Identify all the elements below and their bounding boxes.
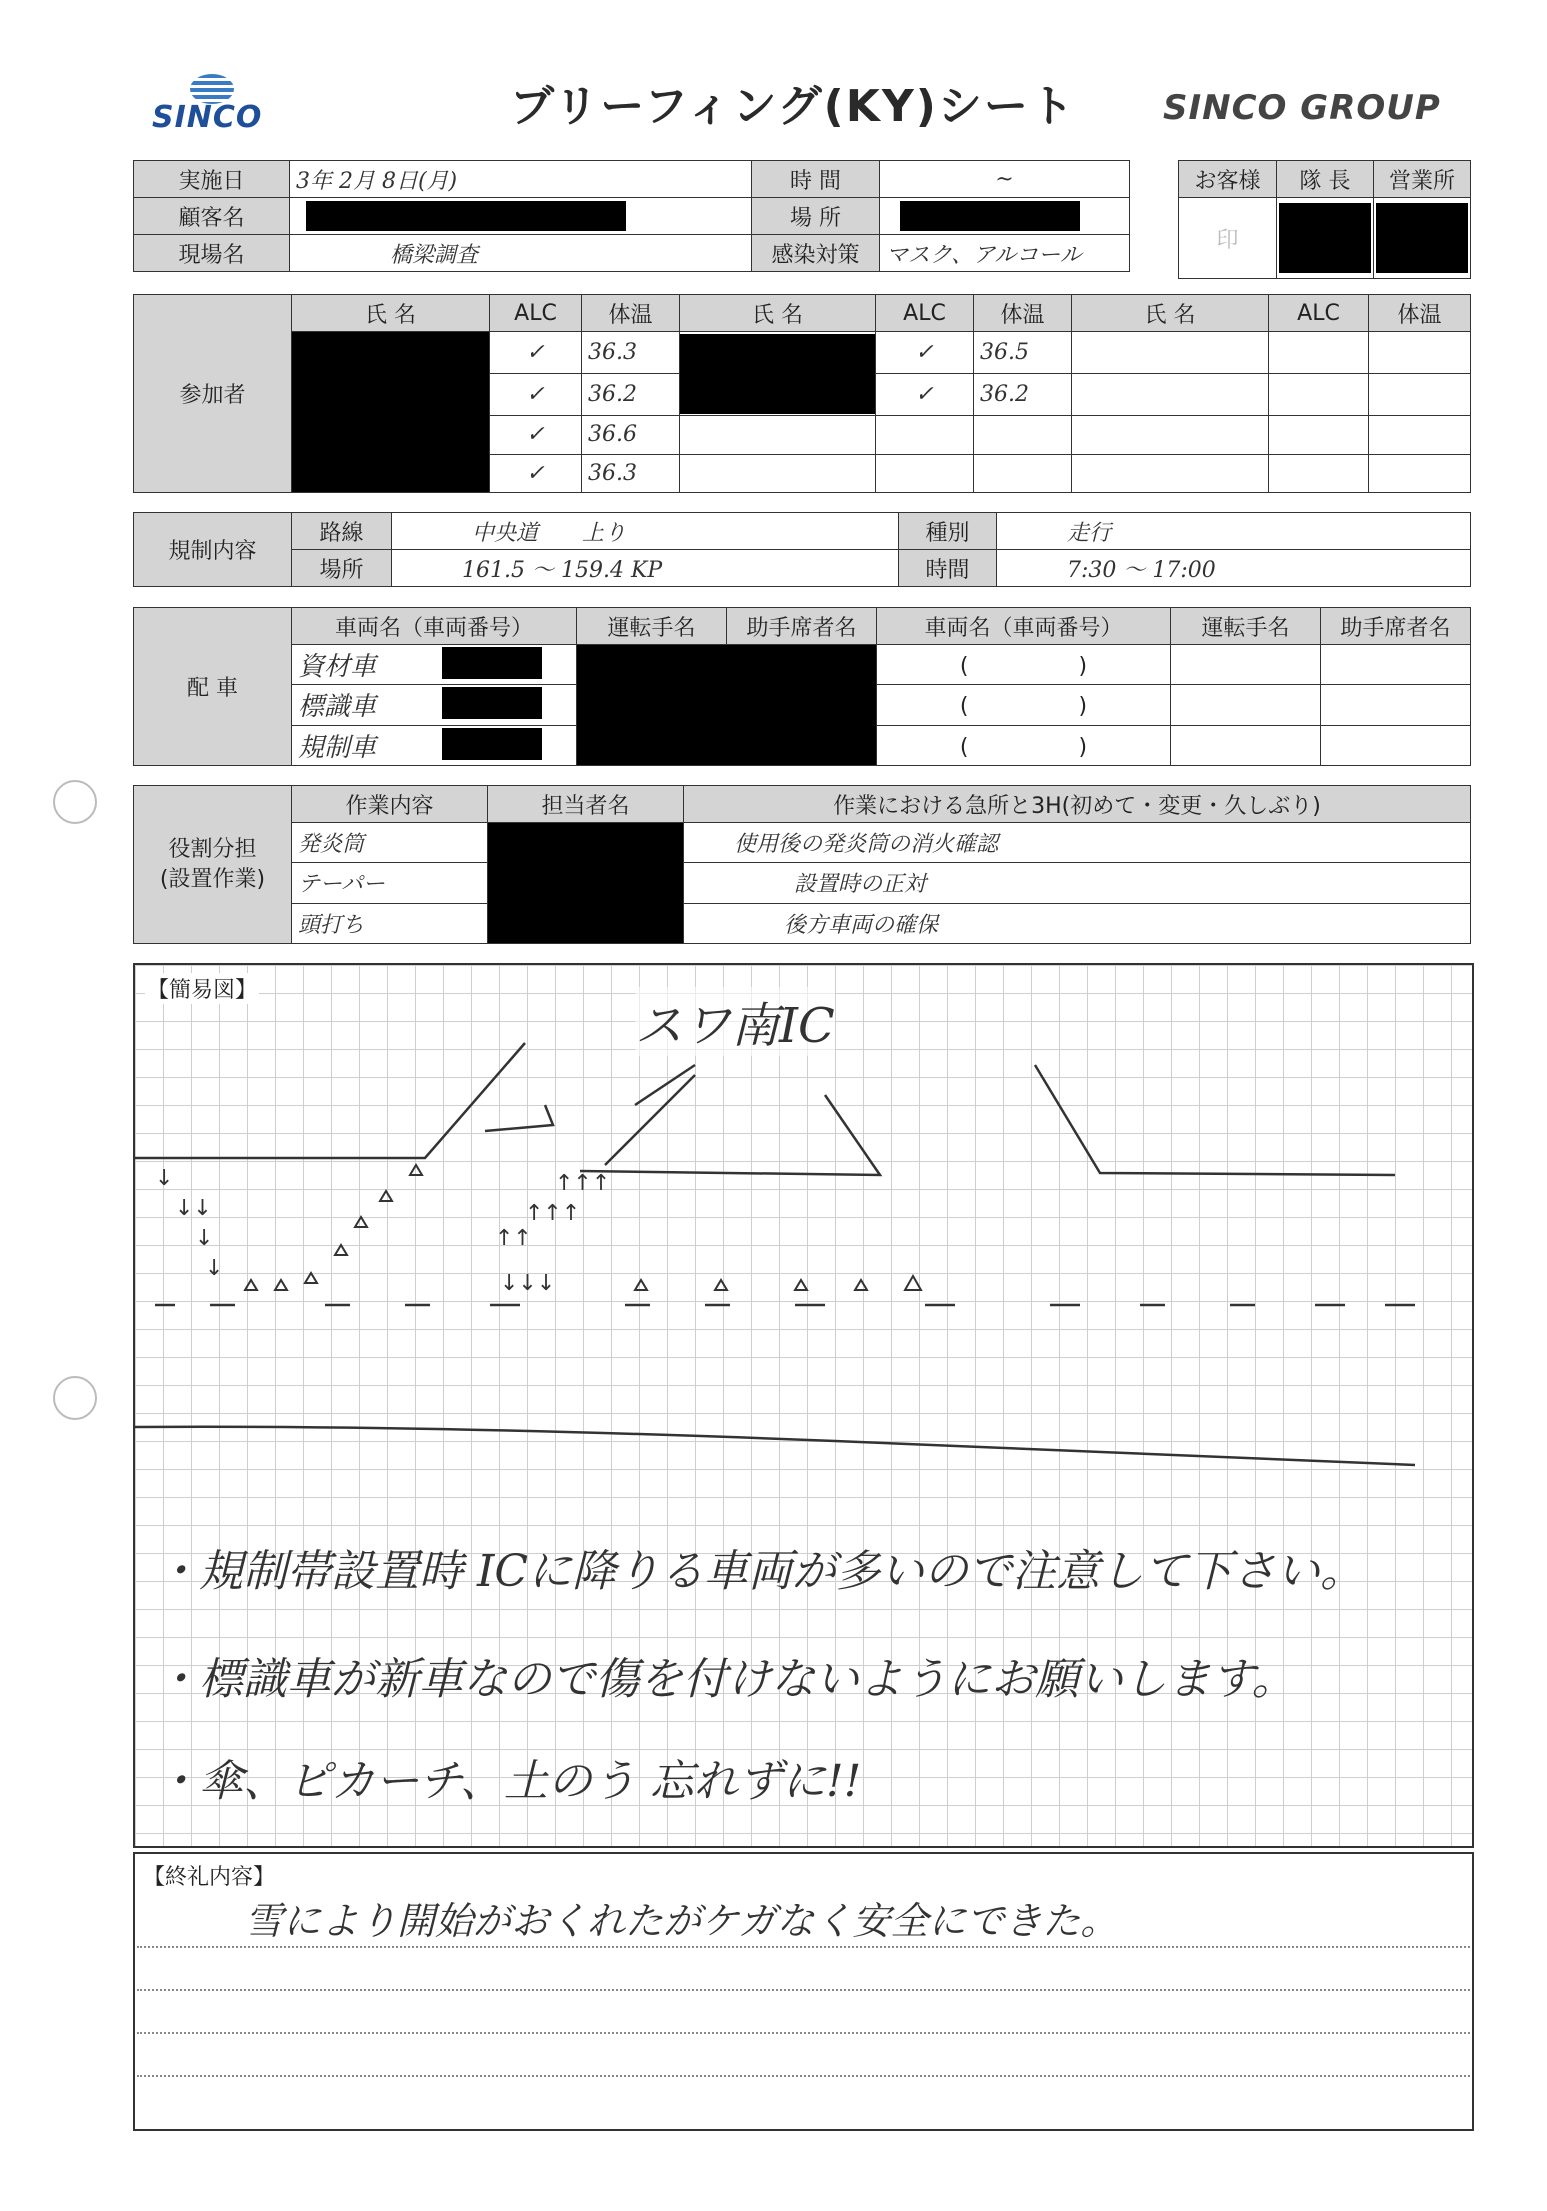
customer-label: 顧客名 bbox=[134, 198, 290, 235]
temperature: 36.3 bbox=[582, 454, 680, 492]
svg-text:↓↓: ↓↓ bbox=[175, 1196, 212, 1221]
closing-section bbox=[133, 1852, 1474, 2131]
stamp-table bbox=[1178, 160, 1471, 279]
vehicle-header: 車両名（車両番号） bbox=[877, 608, 1171, 645]
temperature: 36.6 bbox=[582, 416, 680, 454]
sketch-label: 【簡易図】 bbox=[145, 973, 259, 1004]
punch-hole-icon bbox=[53, 1376, 97, 1420]
office-seal bbox=[1374, 198, 1471, 279]
sinco-logo bbox=[148, 70, 278, 140]
infection-value: マスク、アルコール bbox=[880, 235, 1130, 272]
driver-header: 運転手名 bbox=[577, 608, 727, 645]
sketch-area bbox=[133, 963, 1474, 1848]
alc-header: ALC bbox=[1269, 295, 1369, 332]
sketch-note: ・傘、ピカーチ、土のう 忘れずに!! bbox=[155, 1756, 862, 1807]
alc-check: ✓ bbox=[490, 416, 582, 454]
name-header: 氏 名 bbox=[680, 295, 876, 332]
driver-header: 運転手名 bbox=[1171, 608, 1321, 645]
vehicle-cell bbox=[292, 685, 577, 725]
date-value: 3年 2月 8日(月) bbox=[290, 161, 752, 198]
svg-text:↓: ↓ bbox=[205, 1256, 224, 1281]
alc-check: ✓ bbox=[876, 332, 974, 374]
alc-check: ✓ bbox=[490, 454, 582, 492]
time-value: ~ bbox=[880, 161, 1130, 198]
logo-text: SINCO bbox=[152, 100, 263, 135]
temperature: 36.2 bbox=[974, 374, 1072, 416]
alc-check: ✓ bbox=[876, 374, 974, 416]
route-label: 路線 bbox=[292, 513, 392, 550]
assistant-header: 助手席者名 bbox=[1321, 608, 1471, 645]
vehicle-cell bbox=[292, 725, 577, 765]
work-item: テーパー bbox=[292, 863, 488, 903]
work-item: 発炎筒 bbox=[292, 823, 488, 863]
hazard-item: 後方車両の確保 bbox=[684, 903, 1471, 943]
work-header: 作業内容 bbox=[292, 786, 488, 823]
person-header: 担当者名 bbox=[488, 786, 684, 823]
ic-name: スワ南IC bbox=[635, 987, 835, 1056]
punch-hole-icon bbox=[53, 780, 97, 824]
date-label: 実施日 bbox=[134, 161, 290, 198]
group-logo: SINCO GROUP bbox=[1163, 88, 1441, 128]
type-value: 走行 bbox=[997, 513, 1471, 550]
page-title: ブリーフィング(KY)シート bbox=[510, 81, 1076, 132]
site-value: 橋梁調査 bbox=[290, 235, 752, 272]
place-label: 場 所 bbox=[752, 198, 880, 235]
hazard-header: 作業における急所と3H(初めて・変更・久しぶり) bbox=[684, 786, 1471, 823]
vehicle-cell-empty: ( ) bbox=[877, 645, 1171, 685]
svg-text:↓↓↓: ↓↓↓ bbox=[500, 1271, 556, 1296]
vehicles-label: 配 車 bbox=[134, 608, 292, 766]
closing-label: 【終礼内容】 bbox=[143, 1865, 276, 1890]
temp-header: 体温 bbox=[974, 295, 1072, 332]
sketch-note: ・標識車が新車なので傷を付けないようにお願いします。 bbox=[155, 1654, 1296, 1705]
vehicle-header: 車両名（車両番号） bbox=[292, 608, 577, 645]
customer-value bbox=[290, 198, 752, 235]
captain-seal bbox=[1277, 198, 1374, 279]
info-table bbox=[133, 160, 1130, 272]
name-header: 氏 名 bbox=[1072, 295, 1269, 332]
client-seal: 印 bbox=[1179, 198, 1277, 279]
roles-table bbox=[133, 785, 1471, 944]
road-diagram bbox=[135, 965, 1472, 1846]
alc-header: ALC bbox=[490, 295, 582, 332]
temperature: 36.3 bbox=[582, 332, 680, 374]
svg-text:↑↑: ↑↑ bbox=[495, 1226, 532, 1251]
svg-text:↓: ↓ bbox=[195, 1226, 214, 1251]
participant-names-redacted bbox=[680, 332, 876, 416]
time-label: 時 間 bbox=[752, 161, 880, 198]
place-value bbox=[880, 198, 1130, 235]
hazard-item: 設置時の正対 bbox=[684, 863, 1471, 903]
name-header: 氏 名 bbox=[292, 295, 490, 332]
participants-label: 参加者 bbox=[134, 295, 292, 493]
site-label: 現場名 bbox=[134, 235, 290, 272]
vehicle-name: 規制車 bbox=[298, 732, 377, 763]
temperature: 36.2 bbox=[582, 374, 680, 416]
place-label: 場所 bbox=[292, 550, 392, 587]
vehicle-cell-empty: ( ) bbox=[877, 725, 1171, 765]
type-label: 種別 bbox=[899, 513, 997, 550]
driver-names-redacted bbox=[577, 645, 877, 766]
alc-check: ✓ bbox=[490, 332, 582, 374]
participant-names-redacted bbox=[292, 332, 490, 493]
alc-check: ✓ bbox=[490, 374, 582, 416]
closing-text: 雪により開始がおくれたがケガなく安全にできた。 bbox=[245, 1899, 1119, 1943]
svg-text:↓: ↓ bbox=[155, 1166, 174, 1191]
client-stamp-label: お客様 bbox=[1179, 161, 1277, 198]
sketch-note: ・規制帯設置時 ICに降りる車両が多いので注意して下さい。 bbox=[155, 1546, 1365, 1597]
infection-label: 感染対策 bbox=[752, 235, 880, 272]
time-value: 7:30 ～ 17:00 bbox=[997, 550, 1471, 587]
time-label: 時間 bbox=[899, 550, 997, 587]
regulation-label: 規制内容 bbox=[134, 513, 292, 587]
hazard-item: 使用後の発炎筒の消火確認 bbox=[684, 823, 1471, 863]
captain-stamp-label: 隊 長 bbox=[1277, 161, 1374, 198]
alc-header: ALC bbox=[876, 295, 974, 332]
vehicle-name: 標識車 bbox=[298, 692, 377, 723]
svg-text:↑↑↑: ↑↑↑ bbox=[525, 1201, 581, 1226]
temp-header: 体温 bbox=[1369, 295, 1471, 332]
roles-label: 役割分担 (設置作業) bbox=[134, 786, 292, 944]
vehicles-table bbox=[133, 607, 1471, 766]
place-value: 161.5 ～ 159.4 KP bbox=[392, 550, 899, 587]
person-names-redacted bbox=[488, 823, 684, 944]
svg-text:↑↑↑: ↑↑↑ bbox=[555, 1171, 611, 1196]
participants-table bbox=[133, 294, 1471, 493]
temperature: 36.5 bbox=[974, 332, 1072, 374]
temp-header: 体温 bbox=[582, 295, 680, 332]
regulation-table bbox=[133, 512, 1471, 587]
office-stamp-label: 営業所 bbox=[1374, 161, 1471, 198]
vehicle-name: 資材車 bbox=[298, 652, 377, 683]
vehicle-cell-empty: ( ) bbox=[877, 685, 1171, 725]
work-item: 頭打ち bbox=[292, 903, 488, 943]
route-value: 中央道 上り bbox=[392, 513, 899, 550]
vehicle-cell bbox=[292, 645, 577, 685]
assistant-header: 助手席者名 bbox=[727, 608, 877, 645]
